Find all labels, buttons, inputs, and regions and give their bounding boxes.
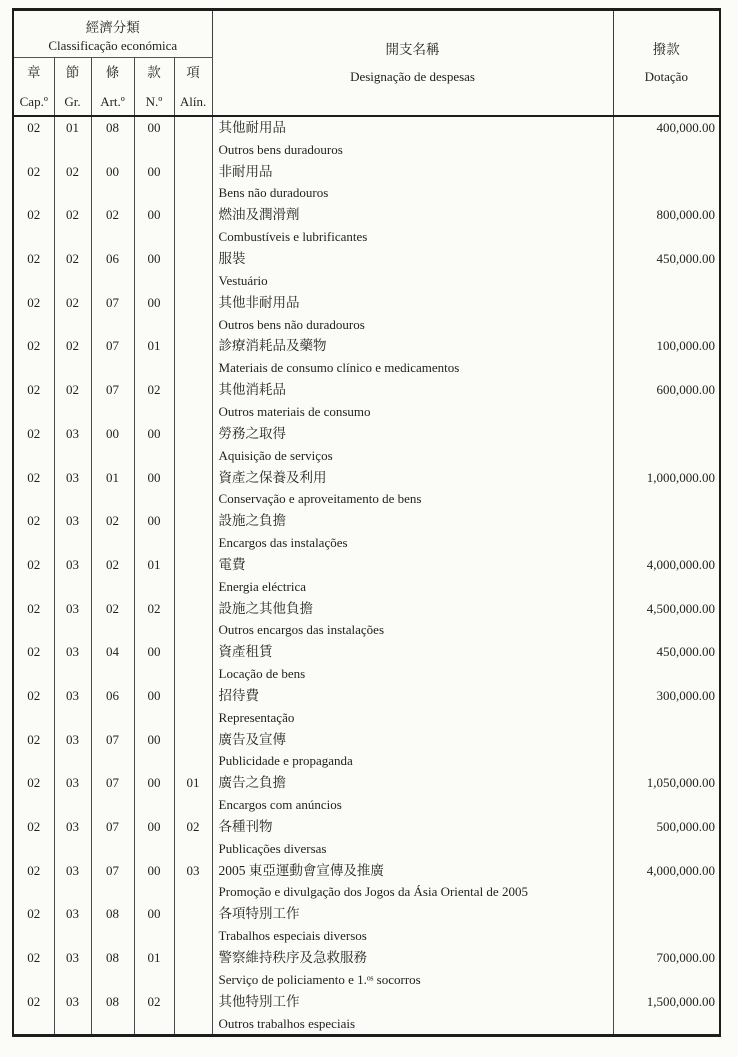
designation-cell: [212, 860, 613, 904]
designation-zh: 警察維持秩序及急救服務: [218, 950, 368, 966]
allocation-header-zh: 撥款: [652, 41, 680, 57]
designation-pt: Promoção e divulgação dos Jogos da Ásia Oriental de 2005: [218, 884, 528, 900]
designation-pt: Representação: [218, 709, 295, 725]
table-row: [13, 947, 720, 991]
designation-pt: Encargos das instalações: [218, 534, 348, 550]
designation-zh: 非耐用品: [218, 163, 273, 179]
designation-cell: [212, 685, 613, 729]
allocation-amount: 450,000.00: [656, 251, 716, 267]
designation-header-pt: Designação de despesas: [350, 68, 475, 84]
code-cell-cap: 02: [13, 991, 54, 1036]
classification-header-pt: Classificação económica: [48, 38, 178, 53]
code-cell-n: 00: [134, 467, 174, 511]
code-cell-alin: 02: [174, 816, 212, 860]
allocation-amount: 400,000.00: [656, 120, 716, 135]
code-cell-cap: 02: [13, 554, 54, 598]
designation-zh: 資產之保養及利用: [218, 469, 327, 485]
code-cell-art: 01: [91, 467, 134, 511]
designation-pt: Outros bens duradouros: [218, 141, 343, 157]
code-cell-gr: 03: [54, 554, 91, 598]
code-cell-alin: [174, 467, 212, 511]
table-row: [13, 423, 720, 467]
designation-cell: [212, 248, 613, 292]
code-cell-n: 02: [134, 598, 174, 642]
table-row: [13, 772, 720, 816]
allocation-amount: [613, 903, 720, 947]
code-cell-n: 00: [134, 116, 174, 161]
designation-cell: [212, 467, 613, 511]
designation-pt: Trabalhos especiais diversos: [218, 928, 367, 944]
designation-header: [212, 10, 613, 117]
code-cell-n: 00: [134, 248, 174, 292]
code-cell-cap: 02: [13, 641, 54, 685]
allocation-amount: 700,000.00: [656, 950, 716, 966]
code-cell-alin: [174, 292, 212, 336]
designation-cell: [212, 772, 613, 816]
code-cell-alin: [174, 161, 212, 205]
allocation-amount: 500,000.00: [656, 819, 716, 834]
code-cell-n: 02: [134, 991, 174, 1036]
code-cell-alin: 03: [174, 860, 212, 904]
code-cell-gr: 03: [54, 947, 91, 991]
designation-zh: 其他非耐用品: [218, 294, 300, 310]
table-row: [13, 641, 720, 685]
code-cell-art: 07: [91, 772, 134, 816]
code-cell-n: 00: [134, 423, 174, 467]
code-cell-gr: 02: [54, 248, 91, 292]
col-header-abbr: Alín.: [179, 94, 207, 109]
code-cell-n: 00: [134, 860, 174, 904]
code-cell-gr: 03: [54, 903, 91, 947]
code-cell-art: 08: [91, 903, 134, 947]
table-row: [13, 816, 720, 860]
classification-header: [13, 10, 212, 58]
code-cell-alin: [174, 204, 212, 248]
code-cell-art: 02: [91, 554, 134, 598]
col-header-art: [91, 58, 134, 117]
designation-pt: Outros trabalhos especiais: [218, 1015, 356, 1031]
code-cell-n: 00: [134, 641, 174, 685]
designation-zh: 電費: [218, 556, 246, 572]
designation-cell: [212, 335, 613, 379]
code-cell-cap: 02: [13, 903, 54, 947]
allocation-amount: 4,000,000.00: [646, 556, 716, 572]
code-cell-cap: 02: [13, 248, 54, 292]
table-row: [13, 116, 720, 161]
code-cell-art: 02: [91, 204, 134, 248]
code-cell-n: 01: [134, 335, 174, 379]
col-header-zh: 項: [186, 65, 200, 80]
col-header-zh: 款: [147, 65, 161, 80]
allocation-amount: 600,000.00: [656, 382, 716, 398]
table-row: [13, 379, 720, 423]
table-row: [13, 598, 720, 642]
code-cell-n: 00: [134, 729, 174, 773]
code-cell-gr: 03: [54, 423, 91, 467]
code-cell-n: 00: [134, 161, 174, 205]
code-cell-alin: [174, 903, 212, 947]
table-row: [13, 248, 720, 292]
code-cell-gr: 03: [54, 510, 91, 554]
designation-cell: [212, 161, 613, 205]
allocation-header-pt: Dotação: [644, 68, 688, 84]
col-header-zh: 條: [105, 65, 120, 80]
designation-pt: Energia eléctrica: [218, 578, 306, 594]
code-cell-gr: 02: [54, 161, 91, 205]
col-header-abbr: N.º: [145, 94, 163, 109]
designation-pt: Bens não duradouros: [218, 185, 329, 201]
code-cell-n: 00: [134, 292, 174, 336]
designation-zh: 燃油及潤滑劑: [218, 207, 300, 223]
code-cell-art: 00: [91, 423, 134, 467]
allocation-amount: [613, 510, 720, 554]
designation-zh: 廣告之負擔: [218, 775, 287, 791]
table-row: [13, 903, 720, 947]
code-cell-alin: [174, 423, 212, 467]
code-cell-gr: 02: [54, 335, 91, 379]
allocation-amount: 1,000,000.00: [646, 469, 716, 485]
designation-cell: [212, 510, 613, 554]
table-row: [13, 729, 720, 773]
allocation-amount: [613, 423, 720, 467]
code-cell-alin: [174, 641, 212, 685]
designation-cell: [212, 598, 613, 642]
allocation-amount: [613, 161, 720, 205]
allocation-amount: 300,000.00: [656, 687, 716, 703]
col-header-abbr: Gr.: [64, 94, 81, 109]
designation-cell: [212, 423, 613, 467]
code-cell-n: 00: [134, 772, 174, 816]
allocation-header: [613, 10, 720, 117]
designation-pt: Outros materiais de consumo: [218, 403, 371, 419]
code-cell-alin: [174, 729, 212, 773]
designation-zh: 廣告及宣傳: [218, 731, 287, 747]
code-cell-art: 08: [91, 947, 134, 991]
code-cell-cap: 02: [13, 116, 54, 161]
code-cell-art: 07: [91, 335, 134, 379]
col-header-n: [134, 58, 174, 117]
allocation-amount: 4,500,000.00: [646, 600, 716, 616]
code-cell-cap: 02: [13, 292, 54, 336]
code-cell-gr: 03: [54, 685, 91, 729]
designation-zh: 設施之其他負擔: [218, 600, 314, 616]
designation-cell: [212, 947, 613, 991]
code-cell-alin: [174, 991, 212, 1036]
designation-zh: 勞務之取得: [218, 425, 287, 441]
table-row: [13, 335, 720, 379]
code-cell-alin: 01: [174, 772, 212, 816]
code-cell-gr: 03: [54, 467, 91, 511]
code-cell-art: 07: [91, 379, 134, 423]
code-cell-n: 01: [134, 554, 174, 598]
designation-cell: [212, 116, 613, 161]
allocation-amount: 100,000.00: [656, 338, 716, 354]
code-cell-cap: 02: [13, 947, 54, 991]
code-cell-art: 07: [91, 292, 134, 336]
code-cell-cap: 02: [13, 816, 54, 860]
code-cell-alin: [174, 554, 212, 598]
code-cell-art: 07: [91, 729, 134, 773]
designation-cell: [212, 379, 613, 423]
code-cell-alin: [174, 335, 212, 379]
designation-pt: Publicidade e propaganda: [218, 753, 353, 769]
code-cell-art: 00: [91, 161, 134, 205]
designation-cell: [212, 292, 613, 336]
designation-pt: Serviço de policiamento e 1.ᵒˢ socorros: [218, 971, 421, 987]
code-cell-art: 06: [91, 685, 134, 729]
designation-header-zh: 開支名稱: [385, 41, 440, 57]
code-cell-cap: 02: [13, 685, 54, 729]
code-cell-alin: [174, 598, 212, 642]
col-header-cap: [13, 58, 54, 117]
col-header-gr: [54, 58, 91, 117]
designation-cell: [212, 204, 613, 248]
allocation-amount: 4,000,000.00: [646, 862, 716, 878]
code-cell-art: 07: [91, 816, 134, 860]
code-cell-n: 02: [134, 379, 174, 423]
code-cell-alin: [174, 510, 212, 554]
code-cell-cap: 02: [13, 772, 54, 816]
designation-cell: [212, 554, 613, 598]
designation-cell: [212, 729, 613, 773]
table-row: [13, 204, 720, 248]
code-cell-gr: 02: [54, 379, 91, 423]
designation-pt: Encargos com anúncios: [218, 797, 342, 813]
designation-cell: [212, 816, 613, 860]
designation-zh: 各項特別工作: [218, 906, 300, 922]
designation-cell: [212, 991, 613, 1036]
designation-pt: Combustíveis e lubrificantes: [218, 229, 368, 245]
code-cell-gr: 03: [54, 729, 91, 773]
designation-pt: Outros encargos das instalações: [218, 622, 385, 638]
allocation-amount: 1,500,000.00: [646, 993, 716, 1009]
code-cell-art: 06: [91, 248, 134, 292]
designation-zh: 服裝: [218, 251, 246, 267]
code-cell-gr: 03: [54, 860, 91, 904]
table-header: [13, 10, 720, 117]
code-cell-art: 02: [91, 510, 134, 554]
code-cell-art: 08: [91, 991, 134, 1036]
table-row: [13, 991, 720, 1036]
designation-pt: Materiais de consumo clínico e medicamentos: [218, 360, 460, 376]
code-cell-alin: [174, 685, 212, 729]
designation-zh: 診療消耗品及藥物: [218, 338, 327, 354]
code-cell-alin: [174, 947, 212, 991]
designation-pt: Vestuário: [218, 272, 268, 288]
code-cell-alin: [174, 379, 212, 423]
col-header-alin: [174, 58, 212, 117]
code-cell-n: 01: [134, 947, 174, 991]
allocation-amount: [613, 729, 720, 773]
allocation-amount: 1,050,000.00: [646, 775, 716, 791]
allocation-amount: 450,000.00: [656, 644, 716, 660]
code-cell-art: 08: [91, 116, 134, 161]
col-header-abbr: Art.º: [100, 94, 125, 109]
code-cell-cap: 02: [13, 335, 54, 379]
code-cell-cap: 02: [13, 510, 54, 554]
designation-pt: Publicações diversas: [218, 840, 327, 856]
table-row: [13, 161, 720, 205]
code-cell-alin: [174, 248, 212, 292]
code-cell-art: 04: [91, 641, 134, 685]
code-cell-gr: 02: [54, 292, 91, 336]
table-row: [13, 554, 720, 598]
code-cell-cap: 02: [13, 204, 54, 248]
table-row: [13, 685, 720, 729]
code-cell-cap: 02: [13, 379, 54, 423]
code-cell-art: 07: [91, 860, 134, 904]
designation-cell: [212, 903, 613, 947]
code-cell-cap: 02: [13, 860, 54, 904]
designation-zh: 其他特別工作: [218, 993, 300, 1009]
allocation-amount: [613, 292, 720, 336]
code-cell-gr: 03: [54, 991, 91, 1036]
table-row: [13, 292, 720, 336]
code-cell-alin: [174, 116, 212, 161]
designation-zh: 設施之負擔: [218, 513, 287, 529]
code-cell-cap: 02: [13, 423, 54, 467]
code-cell-art: 02: [91, 598, 134, 642]
designation-zh: 2005 東亞運動會宣傳及推廣: [218, 862, 384, 878]
designation-zh: 其他耐用品: [218, 120, 287, 135]
code-cell-cap: 02: [13, 598, 54, 642]
code-cell-n: 00: [134, 903, 174, 947]
code-cell-n: 00: [134, 816, 174, 860]
code-cell-gr: 03: [54, 772, 91, 816]
table-row: [13, 467, 720, 511]
col-header-abbr: Cap.º: [19, 94, 48, 109]
designation-pt: Conservação e aproveitamento de bens: [218, 491, 422, 507]
designation-zh: 其他消耗品: [218, 382, 287, 398]
designation-pt: Locação de bens: [218, 666, 306, 682]
designation-zh: 各種刊物: [218, 819, 273, 834]
code-cell-n: 00: [134, 685, 174, 729]
code-cell-cap: 02: [13, 467, 54, 511]
code-cell-gr: 02: [54, 204, 91, 248]
designation-zh: 資產租賃: [218, 644, 273, 660]
code-cell-gr: 03: [54, 816, 91, 860]
code-cell-n: 00: [134, 204, 174, 248]
designation-zh: 招待費: [218, 687, 260, 703]
code-cell-gr: 03: [54, 598, 91, 642]
designation-pt: Aquisição de serviços: [218, 447, 333, 463]
col-header-zh: 章: [27, 65, 41, 80]
allocation-amount: 800,000.00: [656, 207, 716, 223]
code-cell-gr: 01: [54, 116, 91, 161]
code-cell-cap: 02: [13, 729, 54, 773]
code-cell-n: 00: [134, 510, 174, 554]
table-row: [13, 510, 720, 554]
table-row: [13, 860, 720, 904]
code-cell-gr: 03: [54, 641, 91, 685]
designation-cell: [212, 641, 613, 685]
code-cell-cap: 02: [13, 161, 54, 205]
table-body: [13, 116, 720, 1036]
budget-table: [12, 8, 721, 1037]
designation-pt: Outros bens não duradouros: [218, 316, 365, 332]
classification-header-zh: 經濟分類: [85, 20, 140, 35]
col-header-zh: 節: [65, 65, 80, 80]
